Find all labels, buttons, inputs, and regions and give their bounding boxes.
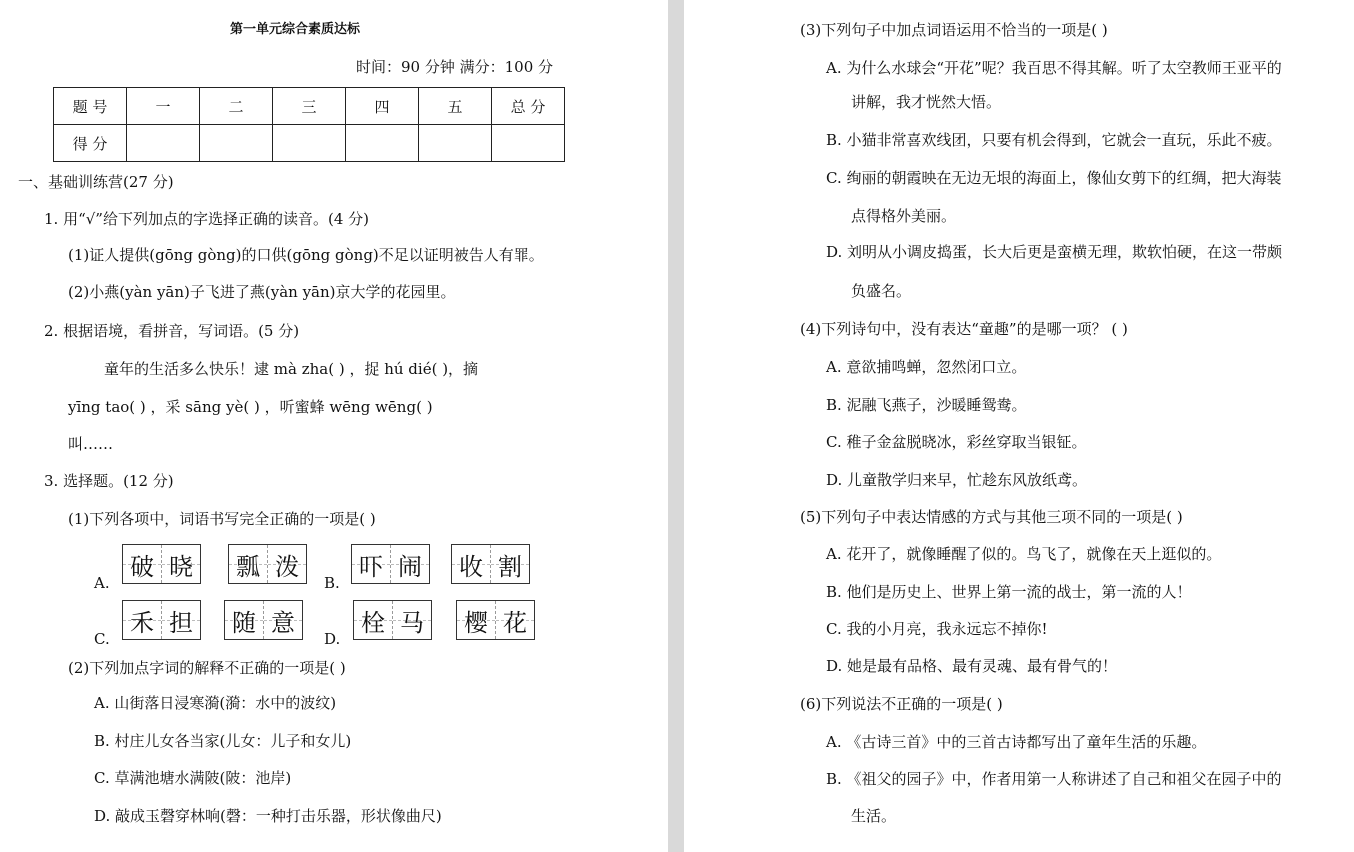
char: 泼 xyxy=(275,552,299,581)
table-cell: 题 号 xyxy=(54,88,127,125)
question-3-3-c1: C. 绚丽的朝霞映在无边无垠的海面上，像仙女剪下的红绸，把大海装 xyxy=(826,169,1282,187)
char-grid xyxy=(122,544,201,584)
question-3-4: (4)下列诗句中，没有表达“童趣”的是哪一项？ ( ) xyxy=(800,320,1128,338)
question-3-5-a: A. 花开了，就像睡醒了似的。鸟飞了，就像在天上逛似的。 xyxy=(826,545,1222,563)
question-3-3-d2: 负盛名。 xyxy=(851,282,912,300)
score-cell[interactable] xyxy=(273,125,346,162)
char-grid xyxy=(228,544,307,584)
char: 禾 xyxy=(130,608,154,637)
question-3-2: (2)下列加点字词的解释不正确的一项是( ) xyxy=(68,659,346,677)
char: 割 xyxy=(498,552,522,581)
left-page xyxy=(0,0,668,852)
exam-title: 第一单元综合素质达标 xyxy=(230,22,361,37)
char: 樱 xyxy=(464,608,488,637)
char: 吓 xyxy=(359,552,383,581)
score-table-score-row xyxy=(54,125,565,162)
table-cell: 一 xyxy=(127,88,200,125)
question-3-5-b: B. 他们是历史上、世界上第一流的战士，第一流的人！ xyxy=(826,583,1192,601)
question-3-6-b2: 生活。 xyxy=(851,807,897,825)
option-label-c: C. xyxy=(94,630,110,648)
time-info: 时间：90 分钟 满分：100 分 xyxy=(356,58,554,76)
question-3-2-b: B. 村庄儿女各当家(儿女：儿子和女儿) xyxy=(94,732,352,750)
question-2-line2: yīng tao( ) ，采 sāng yè( ) ，听蜜蜂 wēng wēng( ) xyxy=(68,398,433,416)
score-cell[interactable] xyxy=(346,125,419,162)
char: 栓 xyxy=(361,608,385,637)
char-cell xyxy=(393,601,431,639)
word-box-d1 xyxy=(353,600,432,640)
char-grid xyxy=(353,600,432,640)
word-box-b2 xyxy=(451,544,530,584)
table-cell: 四 xyxy=(346,88,419,125)
section-heading: 一、基础训练营(27 分) xyxy=(18,173,174,191)
score-table xyxy=(53,87,565,162)
char-grid xyxy=(224,600,303,640)
word-box-a1 xyxy=(122,544,201,584)
table-cell: 五 xyxy=(419,88,492,125)
score-cell[interactable] xyxy=(127,125,200,162)
question-3-4-d: D. 儿童散学归来早，忙趁东风放纸鸢。 xyxy=(826,471,1088,489)
char: 随 xyxy=(232,608,256,637)
word-box-b1 xyxy=(351,544,430,584)
char: 破 xyxy=(130,552,154,581)
char-cell xyxy=(496,601,534,639)
char-cell xyxy=(452,545,491,583)
char: 收 xyxy=(459,552,483,581)
question-3-2-a: A. 山街落日浸寒漪(漪：水中的波纹) xyxy=(94,694,337,712)
question-3-4-a: A. 意欲捕鸣蝉，忽然闭口立。 xyxy=(826,358,1027,376)
question-3-3: (3)下列句子中加点词语运用不恰当的一项是( ) xyxy=(800,21,1108,39)
score-table-header-row xyxy=(54,88,565,125)
char-cell xyxy=(229,545,268,583)
char-cell xyxy=(352,545,391,583)
question-3-5: (5)下列句子中表达情感的方式与其他三项不同的一项是( ) xyxy=(800,508,1183,526)
char-grid xyxy=(351,544,430,584)
score-cell[interactable] xyxy=(492,125,565,162)
question-3-5-c: C. 我的小月亮，我永远忘不掉你! xyxy=(826,620,1048,638)
char: 花 xyxy=(503,608,527,637)
question-3-6-b1: B. 《祖父的园子》中，作者用第一人称讲述了自己和祖父在园子中的 xyxy=(826,770,1282,788)
char-cell xyxy=(491,545,529,583)
char-cell xyxy=(268,545,306,583)
char: 意 xyxy=(271,608,295,637)
question-3-4-b: B. 泥融飞燕子，沙暖睡鸳鸯。 xyxy=(826,396,1027,414)
char-grid xyxy=(451,544,530,584)
char-cell xyxy=(123,545,162,583)
char: 晓 xyxy=(169,552,193,581)
question-3-2-d: D. 敲成玉磬穿林响(磬：一种打击乐器，形状像曲尺) xyxy=(94,807,442,825)
question-3-3-a1: A. 为什么水球会“开花”呢？我百思不得其解。听了太空教师王亚平的 xyxy=(826,59,1282,77)
char: 闹 xyxy=(398,552,422,581)
char-cell xyxy=(162,601,200,639)
char-grid xyxy=(456,600,535,640)
question-3-6-a: A. 《古诗三首》中的三首古诗都写出了童年生活的乐趣。 xyxy=(826,733,1207,751)
question-2-line1: 童年的生活多么快乐！逮 mà zha( ) ，捉 hú dié( )，摘 xyxy=(104,360,479,378)
question-3-3-a2: 讲解，我才恍然大悟。 xyxy=(851,93,1002,111)
option-label-a: A. xyxy=(94,574,110,592)
question-3-3-b: B. 小猫非常喜欢线团，只要有机会得到，它就会一直玩，乐此不疲。 xyxy=(826,131,1282,149)
question-1-2: (2)小燕(yàn yān)子飞进了燕(yàn yān)京大学的花园里。 xyxy=(68,283,456,301)
word-box-d2 xyxy=(456,600,535,640)
question-3-5-d: D. 她是最有品格、最有灵魂、最有骨气的！ xyxy=(826,657,1118,675)
table-cell: 三 xyxy=(273,88,346,125)
question-3-2-c: C. 草满池塘水满陂(陂：池岸) xyxy=(94,769,292,787)
score-cell[interactable] xyxy=(419,125,492,162)
table-cell: 得 分 xyxy=(54,125,127,162)
option-label-b: B. xyxy=(324,574,340,592)
score-cell[interactable] xyxy=(200,125,273,162)
right-page xyxy=(684,0,1354,852)
question-3-3-d1: D. 刘明从小调皮捣蛋，长大后更是蛮横无理，欺软怕硬，在这一带颇 xyxy=(826,243,1283,261)
question-3-1: (1)下列各项中，词语书写完全正确的一项是( ) xyxy=(68,510,376,528)
word-box-c1 xyxy=(122,600,201,640)
word-box-a2 xyxy=(228,544,307,584)
char: 瓢 xyxy=(236,552,260,581)
question-3-3-c2: 点得格外美丽。 xyxy=(851,207,957,225)
char-cell xyxy=(457,601,496,639)
char-cell xyxy=(123,601,162,639)
char-cell xyxy=(264,601,302,639)
question-2: 2. 根据语境，看拼音，写词语。(5 分) xyxy=(44,322,300,340)
char-cell xyxy=(162,545,200,583)
char-cell xyxy=(391,545,429,583)
question-1-1: (1)证人提供(gōng gòng)的口供(gōng gòng)不足以证明被告人有罪。 xyxy=(68,246,544,264)
question-3-6: (6)下列说法不正确的一项是( ) xyxy=(800,695,1003,713)
option-label-d: D. xyxy=(324,630,341,648)
char-grid xyxy=(122,600,201,640)
question-1: 1. 用“√”给下列加点的字选择正确的读音。(4 分) xyxy=(44,210,369,228)
word-box-c2 xyxy=(224,600,303,640)
question-3: 3. 选择题。(12 分) xyxy=(44,472,174,490)
question-3-4-c: C. 稚子金盆脱晓冰，彩丝穿取当银钲。 xyxy=(826,433,1087,451)
char-cell xyxy=(225,601,264,639)
table-cell: 二 xyxy=(200,88,273,125)
char: 马 xyxy=(400,608,424,637)
question-2-line3: 叫…… xyxy=(68,435,114,453)
table-cell: 总 分 xyxy=(492,88,565,125)
char-cell xyxy=(354,601,393,639)
char: 担 xyxy=(169,608,193,637)
